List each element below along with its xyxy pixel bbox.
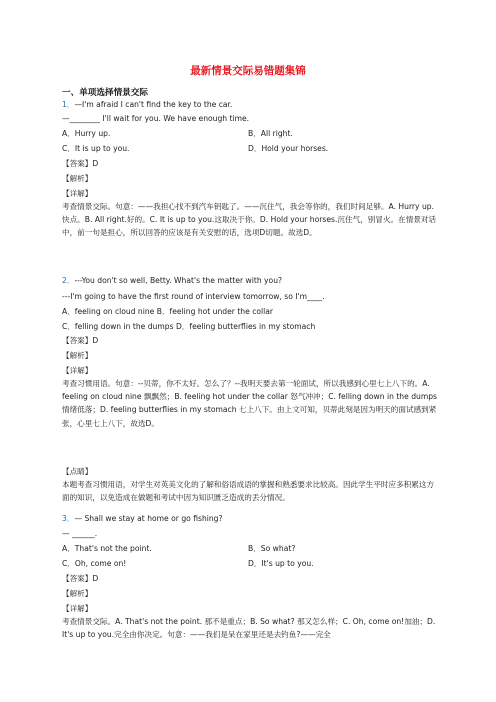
question-3-stem: 3．— Shall we stay at home or go fishing? [62,514,223,523]
question-2-options-cd: C．felling down in the dumps D．feeling butterflies in my stomach [62,322,316,331]
question-1-number: 1． [62,100,75,109]
question-1-detail: 【详解】 [62,189,93,198]
question-2-explanation: 考查习惯用语。句意：--贝蒂，你不太好。怎么了？--我明天要去第一轮面试，所以我感到心里七上八下的。A. feeling on cloud nine 飘飘然；B. feeling hot under the collar 怒气冲冲；C. felling down in the dumps 情绪低落；D. feeling butterflies in my stomach 七上八下。由上文可知，贝蒂此刻是因为明天的面试感到紧张，心里七上八下，故选D。 [62,379,438,428]
question-1-analysis: 【解析】 [62,174,93,183]
section-heading: 一、单项选择情景交际 [62,88,148,98]
question-3-option-b: B．So what? [248,544,296,553]
question-2-stem: 2．---You don't so well, Betty. What's the matter with you? [62,276,283,285]
question-2-number: 2． [62,276,75,285]
question-1-explanation: 考查情景交际。句意：——我担心找不到汽车钥匙了。——沉住气，我会等你的，我们时间足够。A. Hurry up.快点。B. All right.好的。C. It is up to you.这取决于你。D. Hold your horses.沉住气，别冒火。在情景对话中，前一句是担心，所以回答的应该是有关安慰的话，选项D切题。故选D。 [62,202,437,238]
question-3-stem-2: — ______. [62,529,98,538]
question-3-explanation: 考查情景交际。A. That's not the point. 那不是重点；B. So what? 那又怎么样；C. Oh, come on!加油；D. It's up to you.完全由你决定。句意：——我们是呆在家里还是去钓鱼?——完全 [62,617,436,640]
question-3-detail: 【详解】 [62,604,93,613]
question-1-stem: 1．—I'm afraid I can't find the key to the car. [62,100,233,109]
document-title: 最新情景交际易错题集锦 [190,65,306,77]
question-1-stem-2: —________ I'll wait for you. We have enough time. [62,114,250,123]
question-3-number: 3． [62,514,75,523]
question-2-analysis: 【解析】 [62,351,93,360]
question-3-option-d: D．It's up to you. [248,559,314,568]
question-1-option-b: B．All right. [248,129,293,138]
question-1-option-c: C．It is up to you. [62,144,130,153]
question-2-comment: 本题考查习惯用语，对学生对英美文化的了解和俗语成语的掌握和熟悉要求比较高。因此学生平时应多积累这方面的知识，以免造成在做题和考试中因为知识匮乏造成的丢分情况。 [62,480,435,503]
question-3-analysis: 【解析】 [62,589,93,598]
question-1-answer: 【答案】D [62,159,99,168]
question-2-stem-2: ---I'm going to have the first round of interview tomorrow, so I'm____. [62,292,325,301]
question-1-option-d: D．Hold your horses. [248,144,329,153]
question-1-option-a: A．Hurry up. [62,129,111,138]
question-2-answer: 【答案】D [62,336,99,345]
question-2-comment-label: 【点睛】 [62,467,93,476]
question-3-option-a: A．That's not the point. [62,544,152,553]
question-3-answer: 【答案】D [62,574,99,583]
question-2-options-ab: A．feeling on cloud nine B．feeling hot under the collar [62,307,274,316]
question-3-option-c: C．Oh, come on! [62,559,127,568]
question-2-detail: 【详解】 [62,366,93,375]
